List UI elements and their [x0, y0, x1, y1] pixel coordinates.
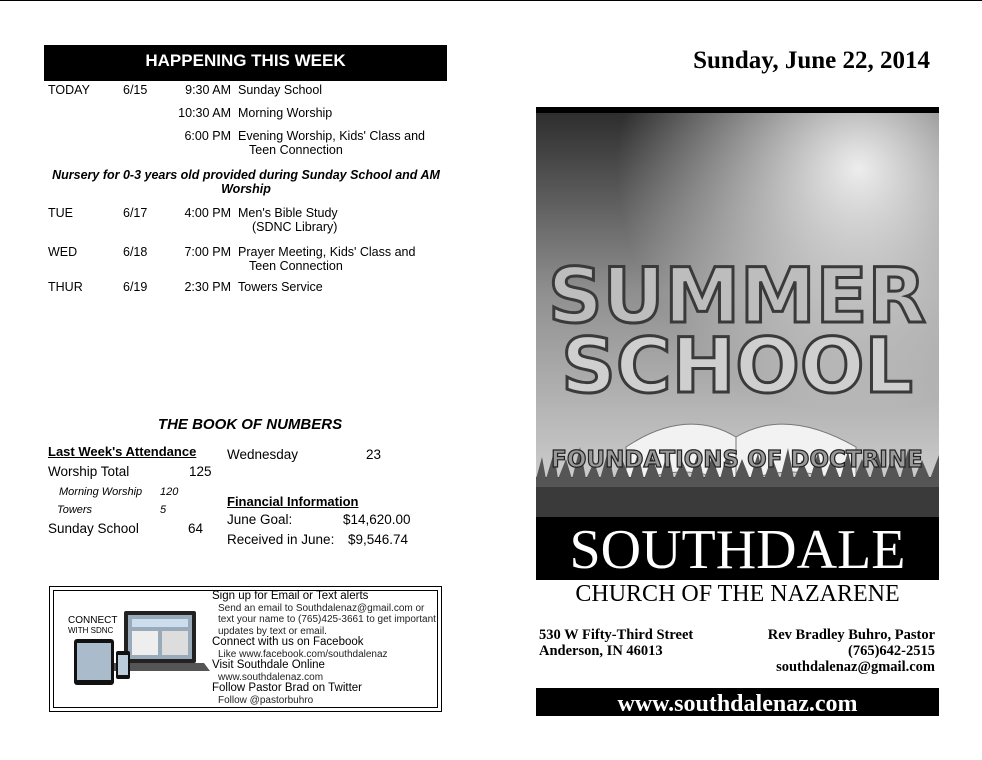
worship-total-label: Worship Total	[48, 464, 130, 479]
with-sdnc-label: WITH SDNC	[68, 626, 114, 635]
book-of-numbers-title: THE BOOK OF NUMBERS	[157, 416, 343, 433]
email-alerts-title: Sign up for Email or Text alerts	[212, 590, 369, 602]
schedule-day: WED	[48, 245, 78, 259]
june-goal-value: $14,620.00	[343, 512, 411, 527]
june-goal-label: June Goal:	[227, 512, 293, 527]
schedule-date: 6/18	[123, 245, 148, 259]
schedule-day: TODAY	[48, 83, 90, 97]
received-label: Received in June:	[227, 532, 335, 547]
wednesday-value: 23	[366, 447, 382, 462]
address-line-1: 530 W Fifty-Third Street	[539, 627, 694, 643]
church-name-banner: SOUTHDALE	[536, 517, 939, 580]
nursery-note: Nursery for 0-3 years old provided during Sunday School and AM Worship	[52, 168, 440, 196]
financial-heading: Financial Information	[227, 494, 359, 509]
church-subtitle: CHURCH OF THE NAZARENE	[575, 581, 900, 607]
twitter-body: Follow @pastorbuhro	[218, 694, 314, 706]
schedule-date: 6/17	[123, 206, 148, 220]
worship-total-value: 125	[189, 464, 212, 479]
connect-label: CONNECT	[68, 615, 118, 626]
towers-label: Towers	[57, 504, 93, 516]
pastor-name: Rev Bradley Buhro, Pastor	[767, 627, 935, 643]
visit-online-body: www.southdalenaz.com	[218, 671, 324, 683]
attendance-heading: Last Week's Attendance	[48, 444, 197, 459]
schedule-event: Men's Bible Study (SDNC Library)	[238, 206, 338, 234]
morning-worship-label: Morning Worship	[59, 486, 143, 498]
received-value: $9,546.74	[348, 532, 409, 547]
schedule-event: Evening Worship, Kids' Class and Teen Connection	[238, 129, 425, 157]
cover-subtitle: FOUNDATIONS OF DOCTRINE	[551, 447, 923, 473]
bulletin-date: Sunday, June 22, 2014	[693, 47, 930, 74]
sunday-school-label: Sunday School	[48, 521, 139, 536]
devices-illustration	[64, 601, 214, 691]
cover-title-school: SCHOOL	[561, 321, 913, 410]
sunday-school-value: 64	[188, 521, 204, 536]
promo-text-block	[212, 591, 437, 706]
schedule-event: Prayer Meeting, Kids' Class and Teen Connection	[238, 245, 416, 273]
morning-worship-value: 120	[160, 486, 179, 498]
email-alerts-body: Send an email to Southdalenaz@gmail.com or text your name to (765)425-3661 to get important updates by text or email.	[218, 602, 436, 637]
twitter-title: Follow Pastor Brad on Twitter	[212, 682, 362, 694]
schedule-event: Towers Service	[238, 280, 323, 294]
schedule-time: 7:00 PM	[184, 245, 231, 259]
address-line-2: Anderson, IN 46013	[539, 643, 663, 659]
schedule-event: Sunday School	[238, 83, 323, 97]
facebook-body: Like www.facebook.com/southdalenaz	[218, 648, 388, 660]
website-banner: www.southdalenaz.com	[536, 688, 939, 716]
schedule-event: Morning Worship	[238, 106, 333, 120]
church-phone: (765)642-2515	[848, 643, 935, 659]
schedule-time: 6:00 PM	[184, 129, 231, 143]
schedule-day: TUE	[48, 206, 73, 220]
schedule-date: 6/19	[123, 280, 148, 294]
schedule-date: 6/15	[123, 83, 148, 97]
happening-this-week-banner: HAPPENING THIS WEEK	[44, 45, 447, 81]
connect-promo-box	[49, 586, 442, 712]
schedule-time: 9:30 AM	[185, 83, 231, 97]
schedule-time: 4:00 PM	[184, 206, 231, 220]
towers-value: 5	[160, 504, 167, 516]
schedule-time: 10:30 AM	[178, 106, 231, 120]
summer-school-cover-image	[536, 107, 939, 517]
schedule-day: THUR	[48, 280, 83, 294]
church-email: southdalenaz@gmail.com	[776, 659, 935, 675]
wednesday-label: Wednesday	[227, 447, 299, 462]
facebook-title: Connect with us on Facebook	[212, 636, 364, 648]
top-border-line	[0, 0, 982, 1]
visit-online-title: Visit Southdale Online	[212, 659, 325, 671]
cover-title-summer: SUMMER	[547, 251, 927, 340]
schedule-time: 2:30 PM	[184, 280, 231, 294]
